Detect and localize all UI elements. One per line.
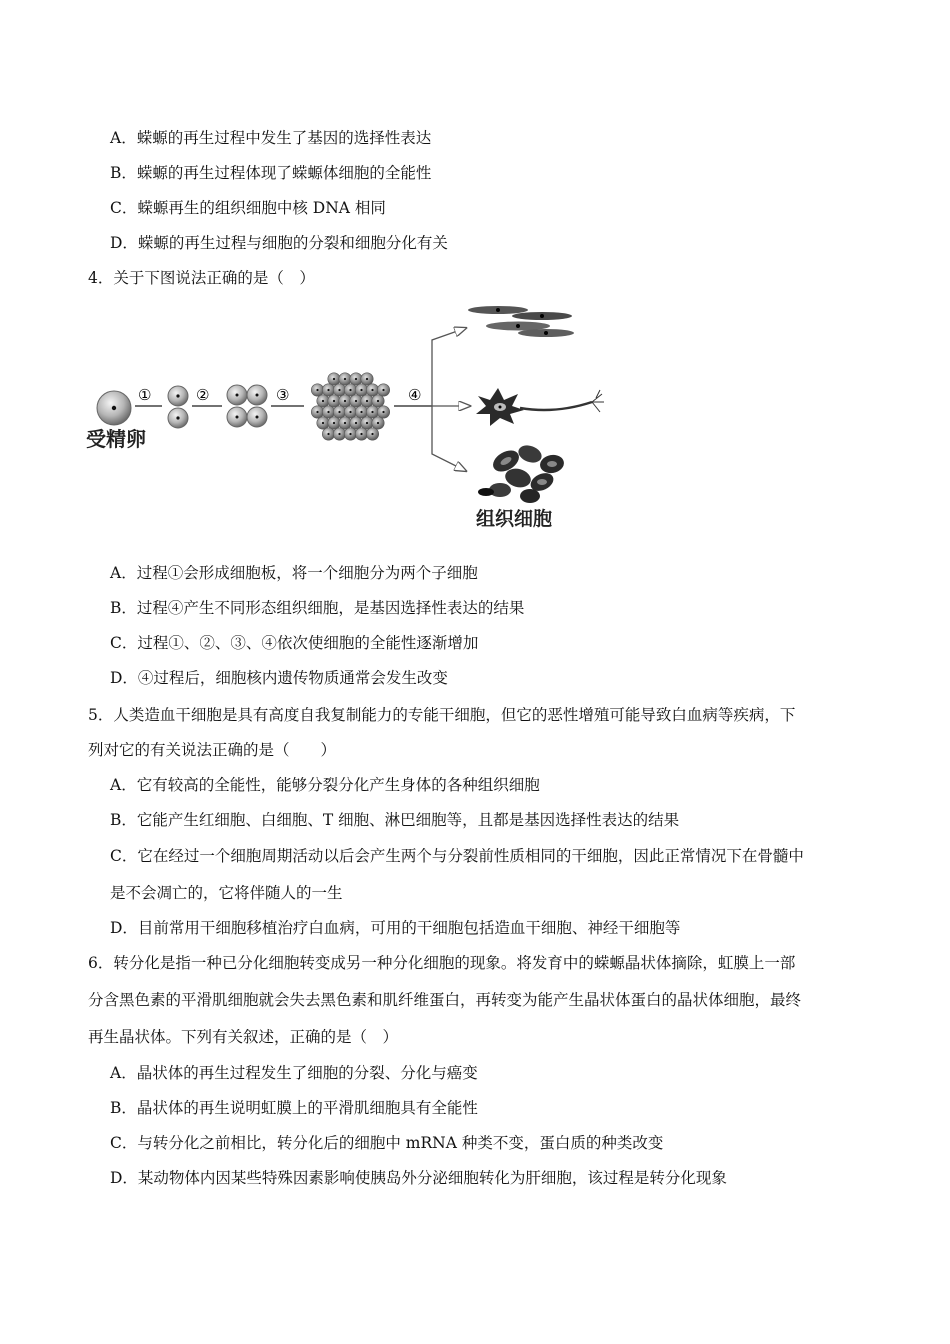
- q5-option-a: A．它有较高的全能性，能够分裂分化产生身体的各种组织细胞: [110, 776, 540, 794]
- cluster-cell-nucleus: [382, 411, 384, 413]
- cluster-cell-nucleus: [349, 433, 351, 435]
- q5-option-c-line-2: 是不会凋亡的，它将伴随人的一生: [110, 884, 343, 902]
- cluster-cell-nucleus: [322, 422, 324, 424]
- cluster-cell-nucleus: [349, 411, 351, 413]
- q3-option-a: A．蝾螈的再生过程中发生了基因的选择性表达: [110, 129, 432, 147]
- step-1-label: ①: [138, 386, 152, 404]
- q4-option-a: A．过程①会形成细胞板，将一个细胞分为两个子细胞: [110, 564, 478, 582]
- cluster-cell-nucleus: [338, 411, 340, 413]
- cluster-cell-nucleus: [355, 378, 357, 380]
- cluster-cell-nucleus: [316, 389, 318, 391]
- four-cell-stage: [227, 385, 267, 427]
- cluster-cell-nucleus: [327, 411, 329, 413]
- cluster-cell-nucleus: [382, 389, 384, 391]
- q4-option-d: D．④过程后，细胞核内遗传物质通常会发生改变: [110, 669, 448, 687]
- cluster-cell-nucleus: [371, 433, 373, 435]
- cluster-cell-nucleus: [355, 400, 357, 402]
- q3-option-b: B．蝾螈的再生过程体现了蝾螈体细胞的全能性: [110, 164, 432, 182]
- q6-option-d: D．某动物体内因某些特殊因素影响使胰岛外分泌细胞转化为肝细胞，该过程是转分化现象: [110, 1169, 727, 1187]
- cluster-cell-nucleus: [349, 389, 351, 391]
- q5-option-d: D．目前常用干细胞移植治疗白血病，可用的干细胞包括造血干细胞、神经干细胞等: [110, 919, 681, 937]
- q6-option-a: A．晶状体的再生过程发生了细胞的分裂、分化与癌变: [110, 1064, 478, 1082]
- zygote-label: 受精卵: [86, 427, 146, 451]
- cluster-cell-nucleus: [338, 433, 340, 435]
- cluster-cell-nucleus: [344, 378, 346, 380]
- q3-option-d: D．蝾螈的再生过程与细胞的分裂和细胞分化有关: [110, 234, 448, 252]
- q6-option-b: B．晶状体的再生说明虹膜上的平滑肌细胞具有全能性: [110, 1099, 478, 1117]
- cluster-cell-nucleus: [371, 411, 373, 413]
- q5-option-b: B．它能产生红细胞、白细胞、T 细胞、淋巴细胞等，且都是基因选择性表达的结果: [110, 811, 680, 829]
- cell-differentiation-figure: [86, 296, 616, 536]
- cluster-cell-nucleus: [366, 378, 368, 380]
- q6-option-c: C．与转分化之前相比，转分化后的细胞中 mRNA 种类不变，蛋白质的种类改变: [110, 1134, 664, 1152]
- zygote-cell: [97, 391, 131, 425]
- spindle-muscle-cells: [468, 306, 574, 337]
- cluster-cell-nucleus: [377, 400, 379, 402]
- cluster-cell-nucleus: [333, 378, 335, 380]
- cluster-cell-nucleus: [377, 422, 379, 424]
- cluster-cell-nucleus: [344, 422, 346, 424]
- cluster-cell-nucleus: [333, 422, 335, 424]
- two-cell-stage: [168, 386, 188, 428]
- q5-stem-line-2: 列对它的有关说法正确的是（ ）: [88, 741, 337, 759]
- blood-cells: [478, 442, 565, 503]
- cluster-cell-nucleus: [333, 400, 335, 402]
- cluster-cell-nucleus: [327, 389, 329, 391]
- cluster-cell-nucleus: [371, 389, 373, 391]
- step-2-label: ②: [196, 386, 210, 404]
- cluster-cell-nucleus: [344, 400, 346, 402]
- branch-arrows: [432, 328, 470, 471]
- cluster-cell-nucleus: [322, 400, 324, 402]
- cell-cluster-morula: [311, 373, 389, 440]
- q5-stem-line-1: 5．人类造血干细胞是具有高度自我复制能力的专能干细胞，但它的恶性增殖可能导致白血病等疾病，下: [88, 706, 796, 724]
- cluster-cell-nucleus: [360, 411, 362, 413]
- neuron-cell: [476, 388, 604, 426]
- cluster-cell-nucleus: [360, 389, 362, 391]
- q6-stem-line-2: 分含黑色素的平滑肌细胞就会失去黑色素和肌纤维蛋白，再转变为能产生晶状体蛋白的晶状体细胞，最终: [88, 991, 802, 1009]
- cluster-cell-nucleus: [316, 411, 318, 413]
- cluster-cell-nucleus: [360, 433, 362, 435]
- cluster-cell-nucleus: [366, 400, 368, 402]
- q5-option-c-line-1: C．它在经过一个细胞周期活动以后会产生两个与分裂前性质相同的干细胞，因此正常情况下在骨髓中: [110, 847, 804, 865]
- q6-stem-line-1: 6．转分化是指一种已分化细胞转变成另一种分化细胞的现象。将发育中的蝾螈晶状体摘除，虹膜上一部: [88, 954, 796, 972]
- tissue-cells-label: 组织细胞: [476, 508, 553, 530]
- step-3-label: ③: [276, 386, 290, 404]
- q4-option-b: B．过程④产生不同形态组织细胞，是基因选择性表达的结果: [110, 599, 525, 617]
- q6-stem-line-3: 再生晶状体。下列有关叙述，正确的是（ ）: [88, 1028, 399, 1046]
- cluster-cell-nucleus: [338, 389, 340, 391]
- q4-stem: 4．关于下图说法正确的是（ ）: [88, 269, 315, 287]
- step-4-label: ④: [408, 386, 422, 404]
- q4-option-c: C．过程①、②、③、④依次使细胞的全能性逐渐增加: [110, 634, 479, 652]
- cluster-cell-nucleus: [355, 422, 357, 424]
- q3-option-c: C．蝾螈再生的组织细胞中核 DNA 相同: [110, 199, 386, 217]
- cluster-cell-nucleus: [366, 422, 368, 424]
- cluster-cell-nucleus: [327, 433, 329, 435]
